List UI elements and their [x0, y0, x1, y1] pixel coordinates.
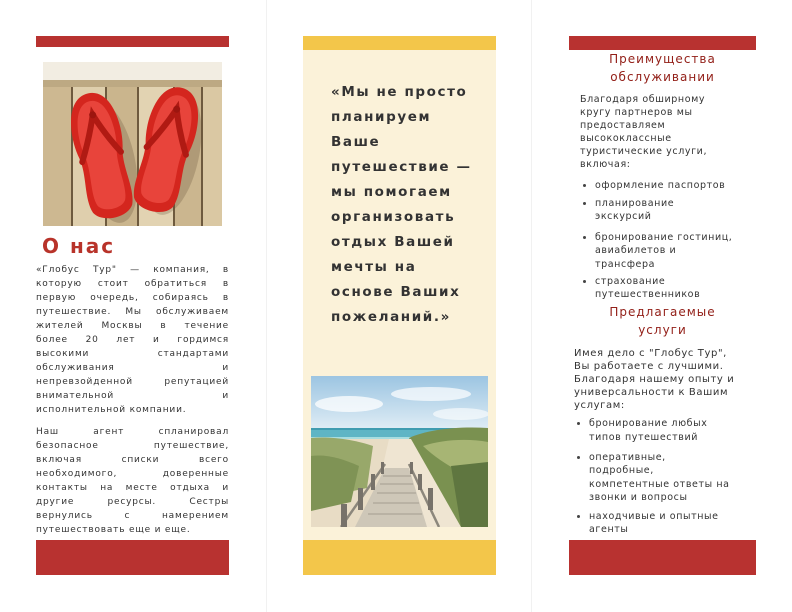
- bullet-icon: [577, 515, 580, 518]
- services-bullet-item: [577, 417, 707, 444]
- text-line: туристические услуги,: [580, 146, 708, 158]
- text-line: Благодаря нашему опыту и: [574, 373, 735, 385]
- text-line: другие ресурсы. Сестры: [36, 497, 229, 507]
- text-line: необходимого, доверенные: [36, 469, 229, 479]
- left-top-accent-bar: [36, 36, 229, 47]
- services-heading: [569, 303, 756, 339]
- heading-line: услуги: [638, 323, 687, 337]
- red-flip-flops-photo: [43, 62, 222, 226]
- bullet-icon: [583, 280, 586, 283]
- text-line: услугам:: [574, 399, 625, 411]
- text-line: высококлассные: [580, 133, 672, 145]
- beach-boardwalk-photo: [311, 376, 488, 527]
- bullet-icon: [577, 422, 580, 425]
- text-line: контакты на месте отдыха и: [36, 483, 229, 493]
- text-line: подробные,: [589, 465, 654, 476]
- bullet-icon: [583, 184, 586, 187]
- quote-line: мечты на: [331, 259, 417, 275]
- heading-line: Преимущества: [609, 52, 716, 66]
- quote-line: путешествие —: [331, 159, 472, 175]
- heading-line: Предлагаемые: [609, 305, 716, 319]
- quote-line: Ваше: [331, 134, 381, 150]
- text-line: внимательной и: [36, 391, 229, 401]
- text-line: более 20 лет и гордимся: [36, 335, 229, 345]
- text-line: находчивые и опытные: [589, 510, 719, 522]
- text-line: обслуживания и: [36, 363, 229, 373]
- text-line: оформление паспортов: [595, 179, 726, 191]
- text-line: Вы работаете с лучшими.: [574, 360, 724, 372]
- services-bullet-item: [577, 451, 730, 505]
- bullet-icon: [577, 456, 580, 459]
- middle-bottom-accent-bar: [303, 540, 496, 575]
- text-line: звонки и вопросы: [589, 492, 688, 503]
- about-paragraph-2: [36, 425, 229, 537]
- text-line: трансфера: [595, 258, 656, 270]
- text-line: компетентные ответы на: [589, 478, 730, 490]
- text-line: универсальности к Вашим: [574, 386, 729, 398]
- text-line: непревзойденной репутацией: [36, 377, 229, 387]
- quote-line: планируем: [331, 109, 432, 125]
- quote-line: пожеланий.»: [331, 309, 451, 325]
- quote-line: «Мы не просто: [331, 84, 468, 100]
- quote-line: основе Ваших: [331, 284, 461, 300]
- quote-line: отдых Вашей: [331, 234, 455, 250]
- benefits-intro: [580, 93, 707, 172]
- services-bullet-item: [577, 510, 719, 537]
- about-heading: О нас: [42, 234, 116, 258]
- text-line: экскурсий: [595, 211, 652, 222]
- right-top-accent-bar: [569, 36, 756, 50]
- benefits-heading: [569, 50, 756, 86]
- services-intro: [574, 347, 734, 412]
- benefits-bullet-item: [583, 275, 700, 302]
- text-line: бронирование любых: [589, 418, 708, 429]
- text-line: жителей Москвы в течение: [36, 321, 229, 331]
- text-line: бронирование гостиниц,: [595, 231, 733, 243]
- text-line: Наш агент спланировал: [36, 427, 229, 437]
- text-line: включая списки всего: [36, 455, 229, 465]
- bullet-icon: [583, 236, 586, 239]
- text-line: путешествовать еще и еще.: [36, 525, 191, 535]
- text-line: Имея дело с "Глобус Тур",: [574, 347, 727, 359]
- right-bottom-accent-bar: [569, 540, 756, 575]
- about-paragraph-1: [36, 263, 229, 417]
- heading-line: обслуживании: [610, 70, 715, 84]
- text-line: путешественников: [595, 289, 701, 300]
- benefits-bullet-item: [583, 231, 732, 272]
- text-line: кругу партнеров мы: [580, 106, 693, 118]
- text-line: включая:: [580, 159, 631, 171]
- bullet-icon: [583, 202, 586, 205]
- text-line: высокими стандартами: [36, 349, 229, 359]
- left-bottom-accent-bar: [36, 540, 229, 575]
- text-line: предоставляем: [580, 119, 666, 131]
- text-line: исполнительной компании.: [36, 405, 187, 415]
- fold-divider-left: [266, 0, 267, 612]
- text-line: планирование: [595, 197, 675, 209]
- fold-divider-right: [531, 0, 532, 612]
- pull-quote: [331, 80, 472, 330]
- text-line: оперативные,: [589, 451, 666, 463]
- text-line: путешествие. Мы обслуживаем: [36, 307, 229, 317]
- quote-line: мы помогаем: [331, 184, 452, 200]
- text-line: страхование: [595, 275, 666, 287]
- middle-top-accent-bar: [303, 36, 496, 50]
- text-line: которую стоит обратиться в: [36, 279, 229, 289]
- benefits-bullet-item: [583, 179, 725, 193]
- quote-line: организовать: [331, 209, 456, 225]
- benefits-bullet-item: [583, 197, 674, 224]
- text-line: Благодаря обширному: [580, 93, 706, 105]
- text-line: «Глобус Тур" — компания, в: [36, 265, 229, 275]
- text-line: безопасное путешествие,: [36, 441, 229, 451]
- text-line: вернулись с намерением: [36, 511, 229, 521]
- text-line: агенты: [589, 524, 629, 535]
- text-line: типов путешествий: [589, 431, 699, 443]
- text-line: первую очередь, собираясь в: [36, 293, 229, 303]
- text-line: авиабилетов и: [595, 245, 677, 256]
